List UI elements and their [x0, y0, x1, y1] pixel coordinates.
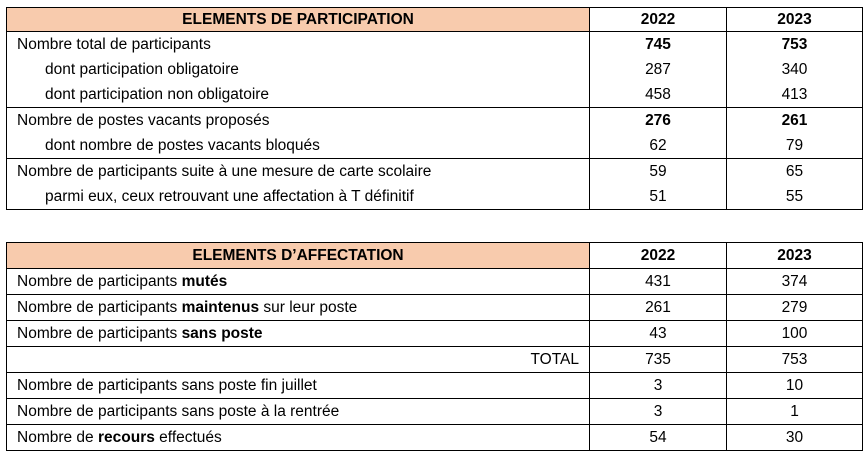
participation-table — [6, 7, 863, 210]
table-row — [7, 159, 863, 185]
table-row — [7, 295, 863, 321]
row-value-2023: 65 — [727, 159, 863, 185]
row-label-prefix: Nombre de — [17, 429, 98, 446]
row-value-2023: 279 — [727, 295, 863, 321]
row-label — [7, 269, 590, 295]
row-value-2023: 10 — [727, 373, 863, 399]
row-value-2022: 62 — [590, 133, 727, 159]
affectation-year2: 2023 — [727, 243, 863, 269]
row-label: dont participation obligatoire — [7, 57, 590, 82]
row-label — [7, 425, 590, 451]
affectation-table — [6, 242, 863, 451]
row-label: dont participation non obligatoire — [7, 82, 590, 108]
row-value-2023: 413 — [727, 82, 863, 108]
row-label: Nombre total de participants — [7, 32, 590, 58]
row-label-prefix: Nombre de participants — [17, 273, 182, 290]
row-label: Nombre de participants sans poste à la rentrée — [7, 399, 590, 425]
row-label: Nombre de participants suite à une mesure de carte scolaire — [7, 159, 590, 185]
row-value-2022: 431 — [590, 269, 727, 295]
row-value-2022: 261 — [590, 295, 727, 321]
row-value-2023: 1 — [727, 399, 863, 425]
participation-title: ELEMENTS DE PARTICIPATION — [7, 8, 590, 32]
row-value-2023: 55 — [727, 184, 863, 210]
row-label-bold: mutés — [181, 273, 228, 290]
row-value-2023: 100 — [727, 321, 863, 347]
row-label-bold: sans poste — [181, 325, 263, 342]
row-label: dont nombre de postes vacants bloqués — [7, 133, 590, 159]
table-row — [7, 32, 863, 58]
affectation-title: ELEMENTS D’AFFECTATION — [7, 243, 590, 269]
table-row — [7, 321, 863, 347]
table-row — [7, 269, 863, 295]
row-value-2022: 458 — [590, 82, 727, 108]
row-value-2023: 30 — [727, 425, 863, 451]
table-row — [7, 57, 863, 82]
row-value-2022: 51 — [590, 184, 727, 210]
row-label — [7, 321, 590, 347]
row-label-suffix: sur leur poste — [259, 299, 358, 316]
row-label: parmi eux, ceux retrouvant une affectation à T définitif — [7, 184, 590, 210]
table-row — [7, 184, 863, 210]
table-row — [7, 82, 863, 108]
row-value-2023: 753 — [727, 32, 863, 58]
table-row — [7, 399, 863, 425]
participation-year2: 2023 — [727, 8, 863, 32]
row-label — [7, 295, 590, 321]
table-row — [7, 373, 863, 399]
participation-year1: 2022 — [590, 8, 727, 32]
row-value-2022: 59 — [590, 159, 727, 185]
row-value-2023: 261 — [727, 108, 863, 134]
total-value-2023: 753 — [727, 347, 863, 373]
table-row — [7, 108, 863, 134]
total-label: TOTAL — [7, 347, 590, 373]
participation-header-row — [7, 8, 863, 32]
total-value-2022: 735 — [590, 347, 727, 373]
row-label-bold: maintenus — [181, 299, 260, 316]
row-value-2022: 54 — [590, 425, 727, 451]
row-label-suffix: effectués — [154, 429, 222, 446]
row-value-2023: 340 — [727, 57, 863, 82]
row-label: Nombre de postes vacants proposés — [7, 108, 590, 134]
table-row — [7, 425, 863, 451]
affectation-year1: 2022 — [590, 243, 727, 269]
table-row — [7, 133, 863, 159]
row-value-2022: 276 — [590, 108, 727, 134]
affectation-header-row — [7, 243, 863, 269]
row-label: Nombre de participants sans poste fin juillet — [7, 373, 590, 399]
row-value-2022: 3 — [590, 373, 727, 399]
row-label-prefix: Nombre de participants — [17, 299, 182, 316]
total-row — [7, 347, 863, 373]
row-label-prefix: Nombre de participants — [17, 325, 182, 342]
row-value-2023: 374 — [727, 269, 863, 295]
row-value-2022: 3 — [590, 399, 727, 425]
row-label-bold: recours — [97, 429, 155, 446]
row-value-2023: 79 — [727, 133, 863, 159]
row-value-2022: 745 — [590, 32, 727, 58]
row-value-2022: 43 — [590, 321, 727, 347]
row-value-2022: 287 — [590, 57, 727, 82]
